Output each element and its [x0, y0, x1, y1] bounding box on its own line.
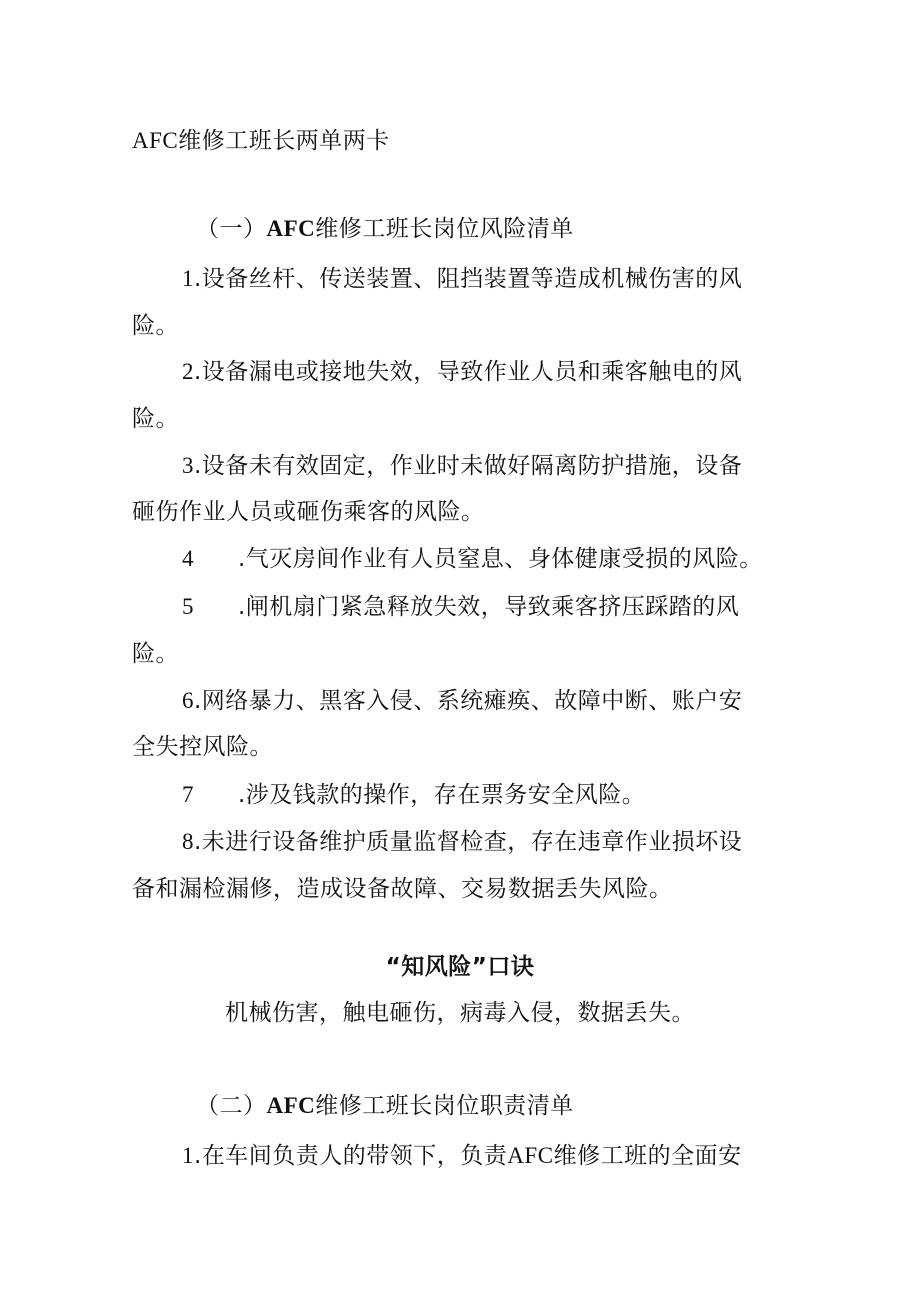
risk-item-4-line1 [182, 544, 763, 574]
risk-item-6-line2: 全失控风险。 [132, 734, 273, 760]
risk-item-8-text: .未进行设备维护质量监督检查，存在违章作业损坏设 [194, 829, 743, 855]
section2-heading-text: 维修工班长岗位职责清单 [315, 1093, 574, 1119]
risk-item-1-line1 [182, 264, 742, 294]
risk-item-1-number: 1 [182, 266, 194, 291]
risk-item-3-line2: 砸伤作业人员或砸伤乘客的风险。 [132, 499, 485, 525]
risk-item-1-text: .设备丝杆、传送装置、阻挡装置等造成机械伤害的风 [194, 266, 743, 292]
risk-item-2-text: .设备漏电或接地失效，导致作业人员和乘客触电的风 [194, 359, 743, 385]
risk-item-5-number: 5 [182, 594, 194, 619]
section1-heading-text: 维修工班长岗位风险清单 [315, 216, 574, 242]
risk-item-4-number: 4 [182, 546, 194, 571]
section2-heading [196, 1091, 574, 1121]
risk-item-2-line2: 险。 [132, 406, 179, 432]
risk-item-8-number: 8 [182, 829, 194, 854]
risk-item-5-line1 [182, 592, 739, 622]
section2-heading-paren: （二） [196, 1093, 267, 1119]
risk-item-6-text: .网络暴力、黑客入侵、系统瘫痪、故障中断、账户安 [194, 688, 743, 714]
risk-item-1-line2: 险。 [132, 313, 179, 339]
duty-item-1-text-post: 维修工班的全面安 [553, 1143, 742, 1169]
risk-item-3-number: 3 [182, 453, 194, 478]
risk-item-7-text: .涉及钱款的操作，存在票务安全风险。 [238, 782, 646, 808]
duty-item-1-line1 [182, 1141, 742, 1171]
risk-item-3-text: .设备未有效固定，作业时未做好隔离防护措施，设备 [194, 453, 743, 479]
risk-item-2-line1 [182, 357, 742, 387]
risk-item-6-number: 6 [182, 688, 194, 713]
duty-item-1-text-pre: .在车间负责人的带领下，负责 [194, 1143, 508, 1169]
risk-item-7-line1 [182, 780, 645, 810]
risk-item-8-line1 [182, 827, 742, 857]
risk-item-3-line1 [182, 451, 742, 481]
risk-item-5-text: .闸机扇门紧急释放失效，导致乘客挤压踩踏的风 [238, 594, 740, 620]
risk-item-2-number: 2 [182, 359, 194, 384]
risk-item-6-line1 [182, 686, 742, 716]
section1-heading-latin: AFC [266, 216, 316, 241]
risk-item-5-line2: 险。 [132, 641, 179, 667]
risk-item-4-text: .气灭房间作业有人员窒息、身体健康受损的风险。 [238, 546, 763, 572]
mnemonic-text: 机械伤害，触电砸伤，病毒入侵，数据丢失。 [225, 1000, 695, 1026]
duty-item-1-number: 1 [182, 1143, 194, 1168]
section2-heading-latin: AFC [266, 1093, 316, 1118]
document-title [132, 126, 390, 156]
mnemonic-title: “知风险”口诀 [385, 954, 535, 980]
risk-item-7-number: 7 [182, 782, 194, 807]
section1-heading [196, 214, 574, 244]
duty-item-1-text-latin: AFC [507, 1143, 554, 1168]
risk-item-8-line2: 备和漏检漏修，造成设备故障、交易数据丢失风险。 [132, 876, 673, 902]
document-title-text: AFC维修工班长两单两卡 [132, 128, 390, 153]
section1-heading-paren: （一） [196, 216, 267, 242]
